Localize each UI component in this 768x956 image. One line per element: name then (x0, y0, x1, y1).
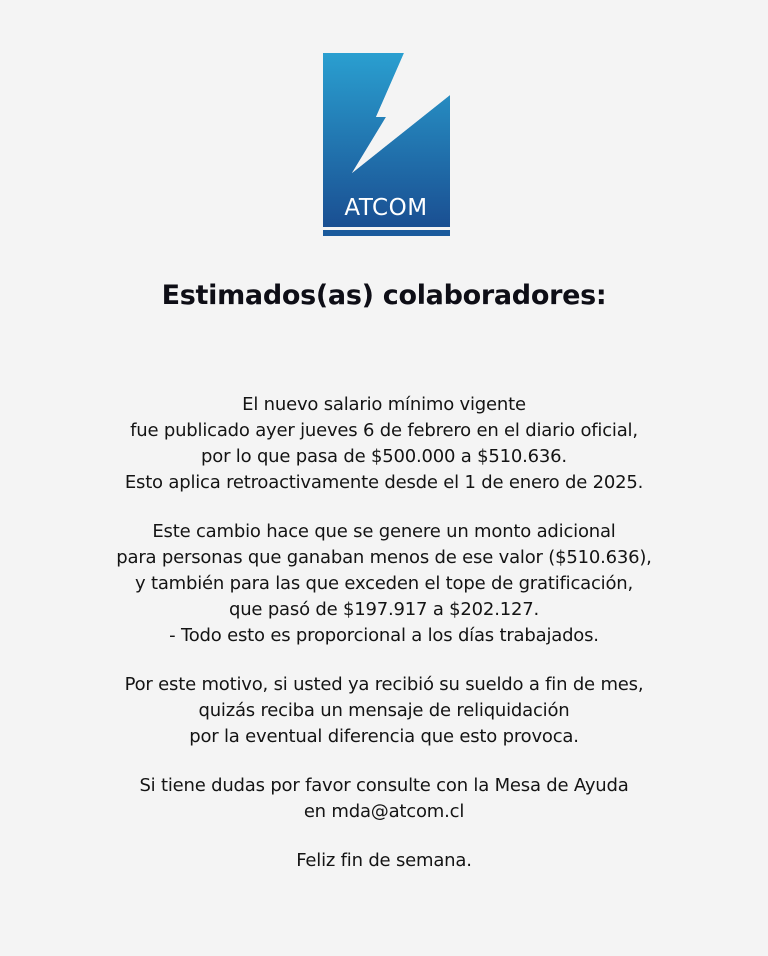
atcom-logo (323, 53, 450, 236)
logo-underline (323, 230, 450, 236)
page-title: Estimados(as) colaboradores: (161, 280, 607, 311)
message-line: por lo que pasa de $500.000 a $510.636. (201, 446, 567, 467)
message-line: que pasó de $197.917 a $202.127. (229, 599, 539, 620)
paragraph-closing (0, 848, 768, 874)
message-line: fue publicado ayer jueves 6 de febrero en el diario oficial, (130, 420, 638, 441)
message-line: para personas que ganaban menos de ese valor ($510.636), (116, 547, 652, 568)
paragraph-salary (0, 392, 768, 496)
paragraph-help-desk (0, 773, 768, 825)
paragraph-change (0, 519, 768, 649)
message-line: por la eventual diferencia que esto provoca. (189, 726, 579, 747)
message-line: Esto aplica retroactivamente desde el 1 de enero de 2025. (124, 472, 644, 493)
atcom-logo-mark (323, 53, 450, 236)
message-line: Este cambio hace que se genere un monto adicional (152, 521, 616, 542)
message-line: quizás reciba un mensaje de reliquidación (198, 700, 570, 721)
message-line: - Todo esto es proporcional a los días trabajados. (169, 625, 599, 646)
message-body (0, 392, 768, 897)
message-line: El nuevo salario mínimo vigente (242, 394, 526, 415)
message-line: Por este motivo, si usted ya recibió su sueldo a fin de mes, (124, 674, 644, 695)
paragraph-reliquidation (0, 672, 768, 750)
help-desk-email: en mda@atcom.cl (303, 801, 465, 822)
message-line: Si tiene dudas por favor consulte con la Mesa de Ayuda (139, 775, 629, 796)
message-line: y también para las que exceden el tope de gratificación, (134, 573, 634, 594)
logo-text: ATCOM (344, 195, 428, 221)
closing-line: Feliz fin de semana. (296, 850, 472, 871)
